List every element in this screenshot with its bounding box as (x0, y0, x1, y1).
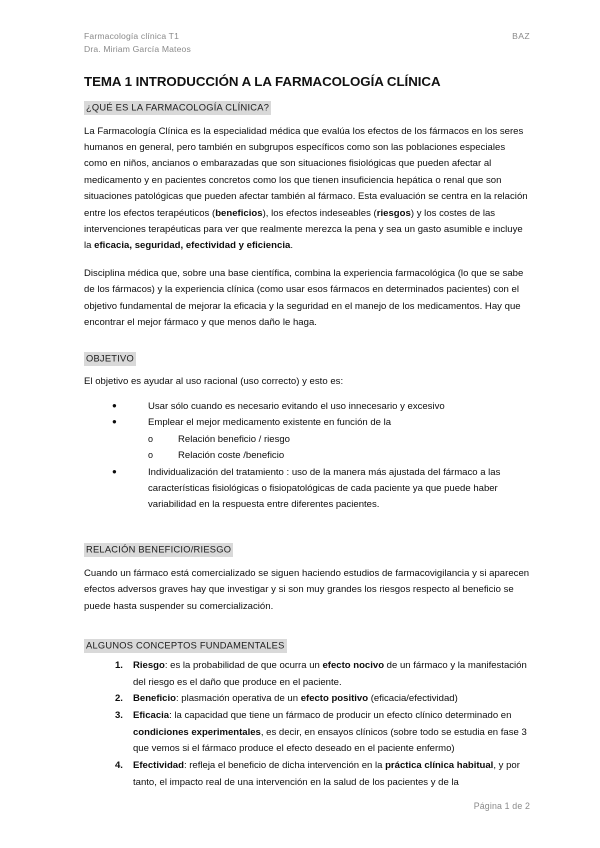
para1-bold-riesgos: riesgos (376, 207, 411, 219)
para1-seg3: ) y los costes de las intervenciones terapéuticas para ver que realmente merezca la pena y sea un gasto asumible e incluye la (84, 207, 523, 252)
section-heading-relacion-text: RELACIÓN BENEFICIO/RIESGO (86, 544, 232, 555)
sub-list-item (148, 448, 530, 464)
list-item-text-1: : refleja el beneficio de dicha intervención en la (183, 760, 386, 772)
page-title: TEMA 1 INTRODUCCIÓN A LA FARMACOLOGÍA CLÍNICA (84, 73, 441, 89)
paragraph-relacion: Cuando un fármaco está comercializado se siguen haciendo estudios de farmacovigilancia y si aparecen efectos adversos graves hay que investigar y si son muy grandes los riesgos respecto al beneficio se puede hasta suspender su comercialización. (84, 567, 530, 612)
list-item-number: 2. (115, 693, 123, 705)
list-item-text-1: : es la probabilidad de que ocurra un (164, 659, 323, 671)
para1-bold-eficacia: eficacia, seguridad, efectividad y eficiencia (94, 240, 291, 252)
list-item-term: Eficacia (133, 710, 170, 722)
objetivo-sub-list (148, 432, 530, 465)
circle-bullet-icon: o (148, 450, 154, 461)
sub-list-item-label: Relación beneficio / riesgo (178, 433, 290, 445)
section-heading-objetivo (84, 354, 530, 364)
paragraph-definicion (84, 124, 530, 255)
sub-list-item-label: Relación coste /beneficio (178, 450, 285, 462)
list-item (84, 691, 530, 708)
list-item-number: 1. (115, 659, 123, 671)
section-heading-que-es-text: ¿QUÉ ES LA FARMACOLOGÍA CLÍNICA? (86, 102, 270, 113)
header-course-title: Farmacología clínica T1 (84, 31, 179, 41)
list-item (84, 415, 530, 464)
list-item-label: Usar sólo cuando es necesario evitando el uso innecesario y excesivo (148, 400, 445, 412)
list-item-term: Beneficio (133, 693, 176, 705)
paragraph-objetivo-intro: El objetivo es ayudar al uso racional (uso correcto) y esto es: (84, 375, 344, 387)
list-item-term: Efectividad (133, 760, 184, 772)
bullet-icon: ● (112, 466, 117, 476)
list-item (84, 758, 530, 791)
section-heading-objetivo-text: OBJETIVO (86, 353, 134, 364)
list-item-text-2: , y por tanto, el impacto real de una intervención en la salud de los pacientes y de la (133, 760, 520, 788)
header-author: Dra. Miriam García Mateos (84, 44, 191, 55)
list-item (84, 465, 530, 514)
bullet-icon: ● (112, 417, 117, 427)
list-item-text-2: , es decir, en ensayos clínicos (sobre todo se estudia en fase 3 que vemos si el fármaco produce el efecto deseado en el paciente enfermo) (133, 726, 527, 755)
para1-seg4: . (290, 240, 294, 252)
bullet-icon: ● (112, 400, 117, 410)
section-heading-que-es (84, 103, 530, 113)
list-item-text-2: (eficacia/efectividad) (368, 693, 458, 705)
circle-bullet-icon: o (148, 433, 154, 444)
objetivo-bullet-list (84, 399, 530, 514)
header-right-label: BAZ (512, 31, 530, 41)
list-item (84, 658, 530, 691)
page-footer: Página 1 de 2 (473, 801, 530, 811)
section-heading-relacion (84, 545, 530, 555)
running-header (84, 30, 530, 57)
list-item-bold-1: efecto nocivo (322, 659, 385, 671)
sub-list-item (148, 432, 530, 448)
para1-seg1: La Farmacología Clínica es la especialidad médica que evalúa los efectos de los fármacos en los seres humanos en general, pero también en subgrupos específicos como son las poblaciones especiales como en niños, ancianos o embarazadas que son situaciones fisiológicas que pueden afectar al medicamento y en pacientes concretos como los que tienen insuficiencia hepática o renal que son situaciones patológicas que pueden afectar también al fármaco. Esta evaluación se centra en la relación entre los efectos terapéuticos ( (84, 125, 528, 219)
list-item (84, 399, 530, 415)
list-item-bold-1: práctica clínica habitual (385, 760, 494, 772)
list-item (84, 708, 530, 758)
list-item-text-1: : plasmación operativa de un (175, 693, 301, 705)
para1-seg2: ), los efectos indeseables ( (262, 207, 377, 219)
section-heading-conceptos (84, 641, 530, 651)
page-content (84, 30, 530, 792)
list-item-text-2: de un fármaco y la manifestación del riesgo es el daño que produce en el paciente. (133, 659, 527, 688)
section-heading-conceptos-text: ALGUNOS CONCEPTOS FUNDAMENTALES (86, 640, 285, 651)
list-item-term: Riesgo (133, 659, 165, 671)
paragraph-disciplina: Disciplina médica que, sobre una base científica, combina la experiencia farmacológica (lo que se sabe de los fármacos) y la experiencia clínica (como usar esos fármacos en determinados pacientes) con el objetivo fundamental de mejorar la eficacia y la seguridad en el manejo de los medicamentos. Hay que encontrar el mejor fármaco y que menos daño le haga. (84, 267, 524, 329)
list-item-text-1: : la capacidad que tiene un fármaco de producir un efecto clínico determinado en (169, 710, 512, 722)
list-item-label: Individualización del tratamiento : uso de la manera más ajustada del fármaco a las características fisiológicas o fisiopatológicas de cada paciente ya que puede haber variabilidad en la respuesta entre diferentes pacientes. (148, 466, 501, 511)
list-item-bold-1: efecto positivo (300, 693, 369, 705)
para1-bold-beneficios: beneficios (215, 207, 263, 219)
list-item-label: Emplear el mejor medicamento existente en función de la (148, 417, 392, 429)
list-item-number: 4. (115, 760, 123, 772)
list-item-bold-1: condiciones experimentales (133, 726, 261, 738)
conceptos-numbered-list (84, 658, 530, 792)
list-item-number: 3. (115, 710, 123, 722)
